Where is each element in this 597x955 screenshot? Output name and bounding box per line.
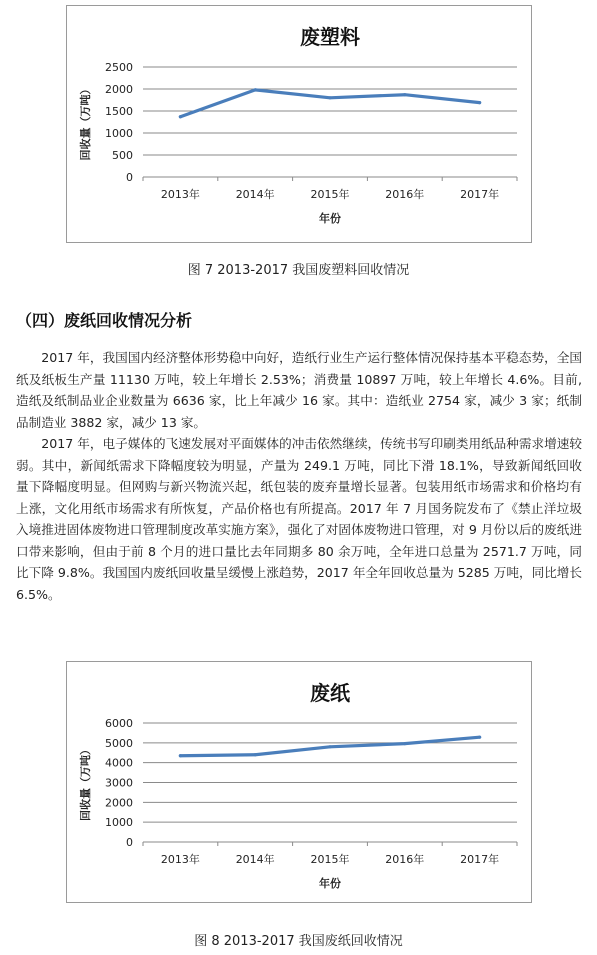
x-tick-label: 2014年	[235, 853, 275, 866]
paragraph-1: 2017 年，我国国内经济整体形势稳中向好，造纸行业生产运行整体情况保持基本平稳态势，全国纸及纸板生产量 11130 万吨，较上年增长 2.53%；消费量 10897 万吨，较上年增长 4.6%。目前,造纸及纸制品业企业数量为 6636 家，比上年减少 16 家。其中：造纸业 2754 家，减少 3 家；纸制品制造业 3882 家，减少 13 家。	[16, 350, 582, 430]
x-tick-label: 2014年	[235, 188, 275, 201]
data-point	[478, 101, 481, 104]
data-point	[403, 742, 406, 745]
data-point	[179, 115, 182, 118]
x-tick-label: 2016年	[385, 853, 425, 866]
x-tick-label: 2013年	[160, 188, 200, 201]
x-axis-label: 年份	[319, 877, 341, 890]
x-axis-label: 年份	[319, 212, 341, 225]
paper-chart-svg	[67, 662, 531, 902]
chart-title: 废纸	[310, 681, 350, 705]
paper-recycling-chart	[66, 661, 532, 903]
plastic-recycling-chart	[66, 5, 532, 243]
figure7-caption: 图 7 2013-2017 我国废塑料回收情况	[187, 263, 410, 278]
series-line	[180, 90, 479, 117]
paragraph-2: 2017 年，电子媒体的飞速发展对平面媒体的冲击依然继续，传统书写印刷类用纸品种需求增速较弱。其中，新闻纸需求下降幅度较为明显，产量为 249.1 万吨，同比下滑 18.1%，导致新闻纸回收量下降幅度明显。但网购与新兴物流兴起，纸包装的废弃量增长显著。包装用纸市场需求和价格均有上涨，文化用纸市场需求有所恢复，产品价格也有所提高。2017 年 7 月国务院发布了《禁止洋垃圾入境推进固体废物进口管理制度改革实施方案》，强化了对固体废物进口管理，对 9 月份以后的废纸进口带来影响，但由于前 8 个月的进口量比去年同期多 80 余万吨，全年进口总量为 2571.7 万吨，同比下降 9.8%。我国国内废纸回收量呈缓慢上涨趋势，2017 年全年回收总量为 5285 万吨，同比增长 6.5%。	[16, 436, 582, 602]
y-tick-label: 1000	[105, 816, 133, 830]
y-tick-label: 3000	[105, 776, 133, 790]
y-tick-label: 0	[126, 171, 133, 184]
plastic-chart-svg	[67, 6, 531, 242]
data-point	[328, 96, 331, 99]
data-point	[179, 754, 182, 757]
x-tick-label: 2017年	[460, 188, 500, 201]
y-tick-label: 4000	[105, 756, 133, 770]
x-tick-label: 2016年	[385, 188, 425, 201]
chart-title: 废塑料	[300, 25, 360, 49]
x-tick-label: 2013年	[160, 853, 200, 866]
y-tick-label: 5000	[105, 736, 133, 750]
x-tick-label: 2017年	[460, 853, 500, 866]
y-tick-label: 2500	[105, 61, 133, 74]
data-point	[254, 753, 257, 756]
y-tick-label: 0	[126, 836, 133, 849]
y-tick-label: 2000	[105, 796, 133, 810]
y-tick-label: 2000	[105, 83, 133, 96]
data-point	[254, 88, 257, 91]
x-tick-label: 2015年	[310, 188, 350, 201]
y-tick-label: 1500	[105, 105, 133, 118]
y-axis-label: 回收量（万吨）	[79, 744, 92, 821]
y-tick-label: 500	[112, 149, 133, 162]
y-tick-label: 1000	[105, 127, 133, 140]
y-tick-label: 6000	[105, 717, 133, 730]
x-tick-label: 2015年	[310, 853, 350, 866]
data-point	[478, 736, 481, 739]
y-axis-label: 回收量（万吨）	[79, 83, 92, 161]
section-heading: （四）废纸回收情况分析	[16, 311, 193, 330]
figure8-caption: 图 8 2013-2017 我国废纸回收情况	[194, 934, 403, 949]
data-point	[328, 745, 331, 748]
data-point	[403, 93, 406, 96]
body-text	[16, 347, 582, 605]
